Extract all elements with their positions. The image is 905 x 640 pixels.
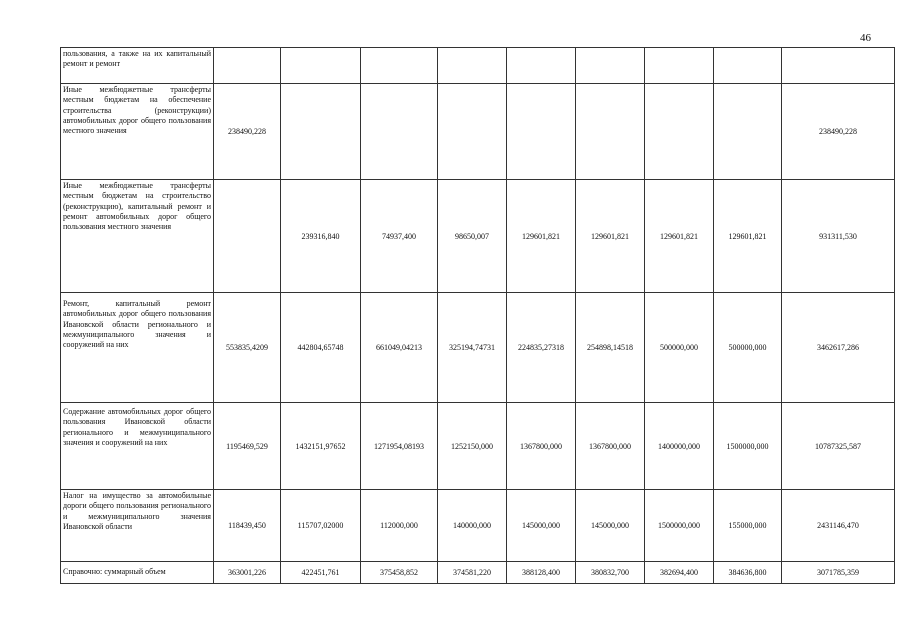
table-cell (714, 48, 782, 84)
table-cell: 422451,761 (281, 562, 361, 584)
table-cell: 442804,65748 (281, 293, 361, 403)
table-cell: 374581,220 (438, 562, 507, 584)
table-row (61, 84, 895, 180)
table-cell (714, 84, 782, 180)
table-cell: 238490,228 (214, 84, 281, 180)
table-cell-total: 931311,530 (782, 180, 895, 293)
table-cell (645, 48, 714, 84)
row-label: Иные межбюджетные трансферты местным бюджетам на обеспечение строительства (реконструкции) автомобильных дорог общего пользования местного значения (61, 84, 214, 180)
table-cell (214, 48, 281, 84)
table-cell: 145000,000 (507, 490, 576, 562)
row-label: Содержание автомобильных дорог общего пользования Ивановской области регионального и межмуниципального значения и сооружений на них (61, 403, 214, 490)
table-cell: 74937,400 (361, 180, 438, 293)
row-label: пользования, а также на их капитальный ремонт и ремонт (61, 48, 214, 84)
table-row (61, 403, 895, 490)
table-cell: 140000,000 (438, 490, 507, 562)
table-cell: 363001,226 (214, 562, 281, 584)
table-cell (576, 48, 645, 84)
table-cell: 112000,000 (361, 490, 438, 562)
table-cell (361, 84, 438, 180)
table-cell-total: 3462617,286 (782, 293, 895, 403)
table-cell: 1500000,000 (645, 490, 714, 562)
table-cell: 129601,821 (507, 180, 576, 293)
table-cell: 1367800,000 (576, 403, 645, 490)
table-cell (645, 84, 714, 180)
table-cell (438, 84, 507, 180)
table-cell: 661049,04213 (361, 293, 438, 403)
table-cell-total (782, 48, 895, 84)
table-cell: 500000,000 (645, 293, 714, 403)
page-number: 46 (860, 32, 871, 44)
table-cell: 129601,821 (645, 180, 714, 293)
table-cell: 1432151,97652 (281, 403, 361, 490)
table-cell: 1367800,000 (507, 403, 576, 490)
table-cell (361, 48, 438, 84)
table-cell: 118439,450 (214, 490, 281, 562)
table-cell: 382694,400 (645, 562, 714, 584)
table-cell: 145000,000 (576, 490, 645, 562)
table-cell: 553835,4209 (214, 293, 281, 403)
table-cell: 325194,74731 (438, 293, 507, 403)
table-cell: 1252150,000 (438, 403, 507, 490)
row-label: Справочно: суммарный объем (61, 562, 214, 584)
table-cell: 1500000,000 (714, 403, 782, 490)
table-cell: 1271954,08193 (361, 403, 438, 490)
table-cell (438, 48, 507, 84)
table-cell: 224835,27318 (507, 293, 576, 403)
table-row (61, 48, 895, 84)
table-cell: 384636,800 (714, 562, 782, 584)
row-label: Иные межбюджетные трансферты местным бюджетам на строительство (реконструкцию), капитальный ремонт и ремонт автомобильных дорог общего пользования местного значения (61, 180, 214, 293)
row-label: Налог на имущество за автомобильные дороги общего пользования регионального и межмуниципального значения Ивановской области (61, 490, 214, 562)
table-cell (281, 48, 361, 84)
row-label: Ремонт, капитальный ремонт автомобильных дорог общего пользования Ивановской области регионального и межмуниципального значения и сооружений на них (61, 293, 214, 403)
table-body (61, 48, 895, 584)
table-cell: 98650,007 (438, 180, 507, 293)
table-row (61, 293, 895, 403)
table-row (61, 180, 895, 293)
table-cell-total: 3071785,359 (782, 562, 895, 584)
table-cell (214, 180, 281, 293)
table-cell: 239316,840 (281, 180, 361, 293)
table-cell: 115707,02000 (281, 490, 361, 562)
table-cell: 1195469,529 (214, 403, 281, 490)
table-cell-total: 238490,228 (782, 84, 895, 180)
table-cell-total: 10787325,587 (782, 403, 895, 490)
budget-table (60, 47, 895, 584)
table-cell: 388128,400 (507, 562, 576, 584)
table-row (61, 490, 895, 562)
table-cell (507, 84, 576, 180)
table-cell (576, 84, 645, 180)
table-cell: 129601,821 (576, 180, 645, 293)
table-cell: 155000,000 (714, 490, 782, 562)
table-cell: 500000,000 (714, 293, 782, 403)
table-cell (507, 48, 576, 84)
table-cell: 1400000,000 (645, 403, 714, 490)
table-cell: 129601,821 (714, 180, 782, 293)
table-cell: 254898,14518 (576, 293, 645, 403)
table-row (61, 562, 895, 584)
table-cell: 380832,700 (576, 562, 645, 584)
table-cell: 375458,852 (361, 562, 438, 584)
table-cell-total: 2431146,470 (782, 490, 895, 562)
table-cell (281, 84, 361, 180)
